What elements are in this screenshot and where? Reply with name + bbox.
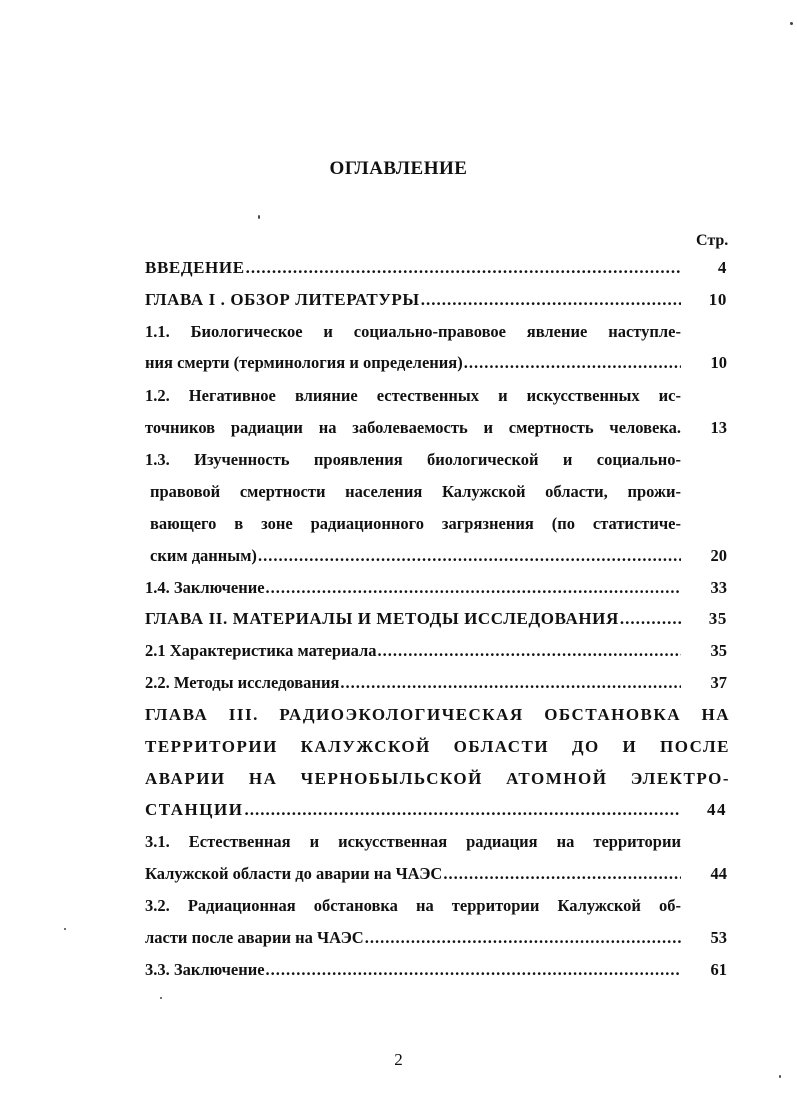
toc-entry-text: 3.1. Естественная и искусственная радиация на территории bbox=[145, 832, 681, 851]
dot-leader bbox=[443, 864, 681, 884]
dot-leader bbox=[620, 609, 681, 629]
toc-page-number: 44 bbox=[707, 800, 727, 819]
dot-leader bbox=[266, 578, 681, 598]
toc-entry-text: Калужской области до аварии на ЧАЭС bbox=[145, 864, 443, 883]
toc-entry-3-1-line-1 bbox=[145, 832, 730, 860]
toc-entry-text: ВВЕДЕНИЕ bbox=[145, 258, 245, 277]
toc-entry-text: ласти после аварии на ЧАЭС bbox=[145, 928, 364, 947]
toc-entry-chapter-1 bbox=[145, 290, 730, 318]
toc-entry-text: правовой смертности населения Калужской области, прожи- bbox=[150, 482, 681, 501]
dot-leader bbox=[378, 641, 682, 661]
toc-entry-1-1-line-1 bbox=[145, 322, 730, 350]
toc-entry-text: 3.2. Радиационная обстановка на территории Калужской об- bbox=[145, 896, 681, 915]
toc-entry-chapter-3-line-4 bbox=[145, 800, 730, 828]
toc-page-number: 44 bbox=[710, 864, 727, 883]
toc-entry-text: СТАНЦИИ bbox=[145, 800, 244, 819]
toc-entry-text: ния смерти (терминология и определения) bbox=[145, 353, 463, 372]
toc-page-number: 13 bbox=[710, 418, 727, 437]
toc-entry-1-2-line-1 bbox=[145, 386, 730, 414]
toc-entry-1-3-line-4 bbox=[150, 546, 730, 574]
toc-entry-3-2-line-2 bbox=[145, 928, 730, 956]
toc-entry-text: 1.3. Изученность проявления биологической и социально- bbox=[145, 450, 681, 469]
toc-entry-text: вающего в зоне радиационного загрязнения (по статистиче- bbox=[150, 514, 681, 533]
dot-leader bbox=[464, 353, 681, 373]
toc-entry-1-3-line-1 bbox=[145, 450, 730, 478]
dot-leader bbox=[421, 290, 681, 310]
dot-leader bbox=[246, 258, 681, 278]
toc-page-number: 35 bbox=[710, 641, 727, 660]
toc-page-number: 4 bbox=[717, 258, 727, 277]
dot-leader bbox=[258, 546, 681, 566]
toc-entry-3-1-line-2 bbox=[145, 864, 730, 892]
toc-entry-text: ским данным) bbox=[150, 546, 257, 565]
toc-page-number: 10 bbox=[708, 290, 727, 309]
toc-page-number: 33 bbox=[710, 578, 727, 597]
toc-entry-2-2 bbox=[145, 673, 730, 701]
page-column-header: Стр. bbox=[696, 232, 729, 249]
toc-entry-text: 2.1 Характеристика материала bbox=[145, 641, 377, 660]
toc-entry-1-2-line-2 bbox=[145, 418, 730, 446]
toc-entry-chapter-3-line-2 bbox=[145, 737, 730, 765]
toc-entry-text: ГЛАВА I . ОБЗОР ЛИТЕРАТУРЫ bbox=[145, 290, 420, 309]
toc-page-number: 10 bbox=[710, 353, 727, 372]
dot-leader bbox=[365, 928, 681, 948]
toc-entry-1-3-line-2 bbox=[150, 482, 730, 510]
page-number-footer: 2 bbox=[394, 1050, 403, 1069]
toc-entry-text: ГЛАВА II. МАТЕРИАЛЫ И МЕТОДЫ ИССЛЕДОВАНИЯ bbox=[145, 609, 619, 628]
toc-entry-text: 1.4. Заключение bbox=[145, 578, 265, 597]
toc-page-number: 37 bbox=[710, 673, 727, 692]
scan-speck bbox=[790, 22, 793, 25]
toc-entry-3-3 bbox=[145, 960, 730, 988]
toc-entry-text: 1.2. Негативное влияние естественных и искусственных ис- bbox=[145, 386, 681, 405]
dot-leader bbox=[340, 673, 681, 693]
toc-entry-chapter-3-line-3 bbox=[145, 769, 730, 797]
toc-page-number: 61 bbox=[710, 960, 727, 979]
toc-entry-text: АВАРИИ НА ЧЕРНОБЫЛЬСКОЙ АТОМНОЙ ЭЛЕКТРО- bbox=[145, 769, 730, 788]
scan-speck bbox=[779, 1075, 781, 1078]
toc-entry-text: 1.1. Биологическое и социально-правовое явление наступле- bbox=[145, 322, 681, 341]
toc-entry-1-4 bbox=[145, 578, 730, 606]
toc-entry-2-1 bbox=[145, 641, 730, 669]
toc-entry-text: ТЕРРИТОРИИ КАЛУЖСКОЙ ОБЛАСТИ ДО И ПОСЛЕ bbox=[145, 737, 730, 756]
scan-speck bbox=[64, 928, 66, 930]
page-title: ОГЛАВЛЕНИЕ bbox=[329, 158, 468, 179]
toc-page-number: 35 bbox=[708, 609, 727, 628]
toc-entry-text: ГЛАВА III. РАДИОЭКОЛОГИЧЕСКАЯ ОБСТАНОВКА НА bbox=[145, 705, 730, 724]
scan-speck bbox=[258, 215, 260, 219]
toc-entry-text: точников радиации на заболеваемость и смертность человека. bbox=[145, 418, 681, 437]
toc-page-number: 20 bbox=[710, 546, 727, 565]
toc-entry-1-1-line-2 bbox=[145, 353, 730, 381]
toc-entry-chapter-2 bbox=[145, 609, 730, 637]
dot-leader bbox=[266, 960, 681, 980]
toc-entry-introduction bbox=[145, 258, 730, 286]
scan-speck bbox=[160, 997, 162, 999]
toc-entry-chapter-3-line-1 bbox=[145, 705, 730, 733]
toc-page-number: 53 bbox=[710, 928, 727, 947]
dot-leader bbox=[244, 800, 681, 820]
toc-entry-3-2-line-1 bbox=[145, 896, 730, 924]
toc-entry-1-3-line-3 bbox=[150, 514, 730, 542]
toc-entry-text: 2.2. Методы исследования bbox=[145, 673, 340, 692]
toc-entry-text: 3.3. Заключение bbox=[145, 960, 265, 979]
